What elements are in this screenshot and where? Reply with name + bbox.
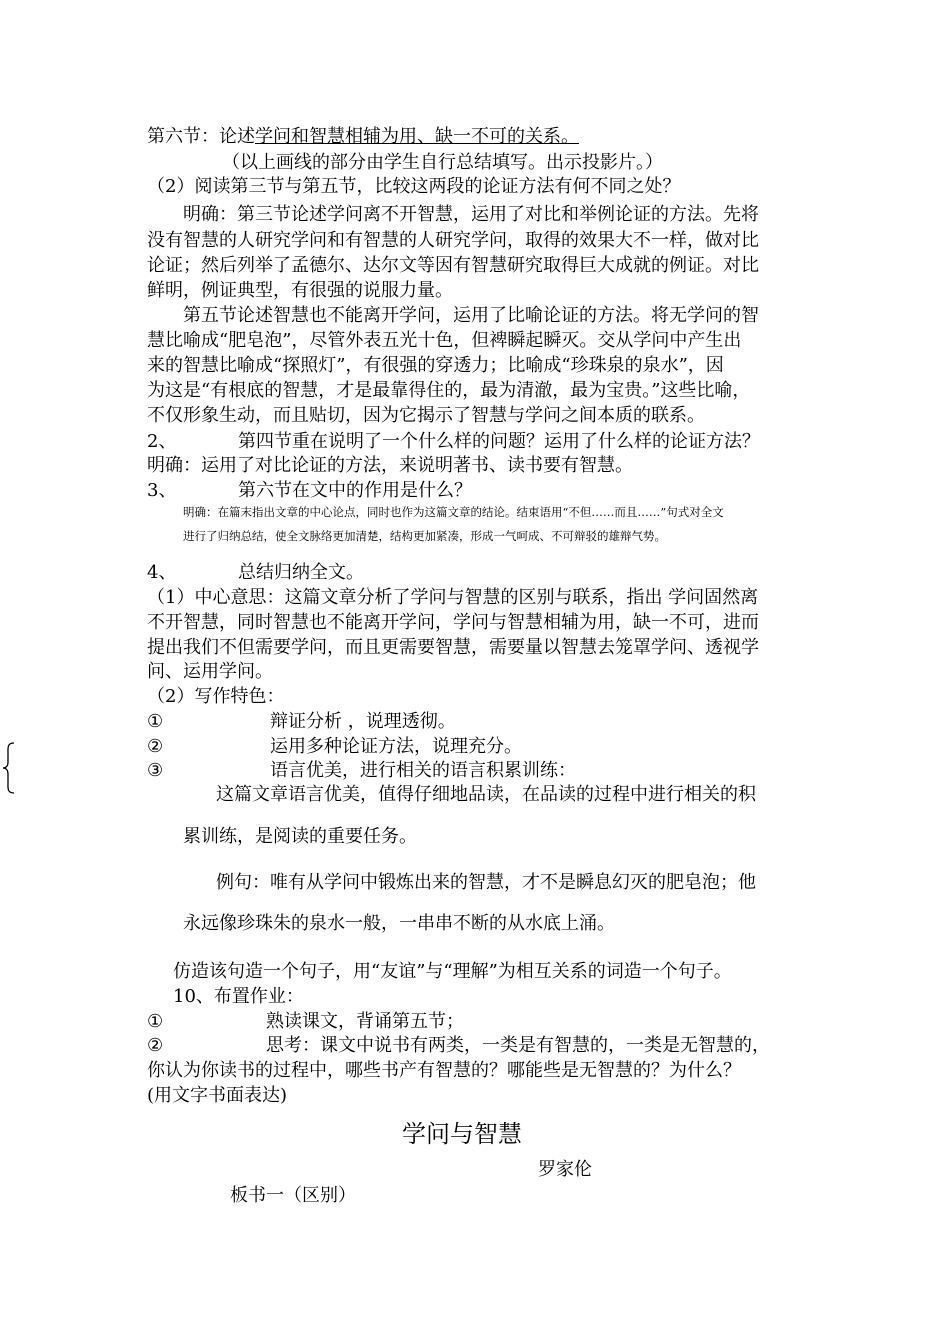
example-line: 例句：唯有从学问中锻炼出来的智慧，才不是瞬息幻灭的肥皂泡；他 bbox=[216, 872, 756, 893]
paragraph-line: 鲜明，例证典型，有很强的说服力量。 bbox=[147, 280, 453, 301]
list-text: 思考：课文中说书有两类，一类是有智慧的，一类是无智慧的， bbox=[266, 1035, 770, 1056]
paragraph-line: 慧比喻成“肥皂泡”，尽管外表五光十色，但裨瞬起瞬灭。交从学问中产生出 bbox=[147, 330, 742, 351]
answer-line: 明确：运用了对比论证的方法，来说明著书、读书要有智慧。 bbox=[147, 455, 633, 476]
article-author: 罗家伦 bbox=[538, 1159, 592, 1180]
note-line: （以上画线的部分由学生自行总结填写。出示投影片。） bbox=[222, 152, 663, 173]
paragraph-line: 没有智慧的人研究学问和有智慧的人研究学问，取得的效果大不一样，做对比 bbox=[147, 230, 759, 251]
list-text: 辩证分析 ，说理透彻。 bbox=[270, 711, 456, 732]
paragraph-line: 问、运用学问。 bbox=[147, 661, 273, 682]
paragraph-line: 为这是“有根底的智慧，才是最靠得住的，最为清澈，最为宝贵。”这些比喻， bbox=[147, 380, 751, 401]
homework-heading: 10、布置作业： bbox=[173, 986, 304, 1007]
list-marker: ① bbox=[147, 711, 164, 732]
question-2-line: （2）阅读第三节与第五节，比较这两段的论证方法有何不同之处？ bbox=[147, 176, 681, 197]
list-text: 语言优美，进行相关的语言积累训练： bbox=[270, 760, 576, 781]
item-number: 2、 bbox=[147, 431, 177, 452]
paragraph-line: 不仅形象生动，而且贴切，因为它揭示了智慧与学问之间本质的联系。 bbox=[147, 405, 705, 426]
article-title: 学问与智慧 bbox=[402, 1120, 522, 1148]
paragraph-line: 你认为你读书的过程中，哪些书产有智慧的？哪能些是无智慧的？为什么？ bbox=[147, 1060, 741, 1081]
section-six-line bbox=[147, 126, 579, 148]
paragraph-line: 明确：第三节论述学问离不开智慧，运用了对比和举例论证的方法。先将 bbox=[183, 204, 759, 225]
paragraph-line: 这篇文章语言优美，值得仔细地品读，在品读的过程中进行相关的积 bbox=[216, 784, 756, 805]
item-text: 第六节在文中的作用是什么？ bbox=[238, 480, 472, 501]
paragraph-line: 来的智慧比喻成“探照灯”，有很强的穿透力；比喻成“珍珠泉的泉水”，因 bbox=[147, 355, 724, 376]
paragraph-line: 论证；然后列举了孟德尔、达尔文等因有智慧研究取得巨大成就的例证。对比 bbox=[147, 255, 759, 276]
list-marker: ③ bbox=[147, 760, 164, 781]
section-six-underlined: 学问和智慧相辅为用、缺一不可的关系。 bbox=[255, 126, 579, 147]
subheading-line: （2）写作特色： bbox=[147, 686, 285, 707]
list-text: 运用多种论证方法，说理充分。 bbox=[270, 736, 522, 757]
example-line: 永远像珍珠朱的泉水一般，一串串不断的从水底上涌。 bbox=[183, 913, 615, 934]
paragraph-line: 提出我们不但需要学问，而且更需要智慧，需要量以智慧去笼罩学问、透视学 bbox=[147, 637, 759, 658]
item-text: 第四节重在说明了一个什么样的问题？运用了什么样的论证方法？ bbox=[238, 431, 760, 452]
item-number: 3、 bbox=[147, 480, 177, 501]
left-brace-icon bbox=[2, 742, 16, 794]
exercise-line: 仿造该句造一个句子，用“友谊”与“理解”为相互关系的词造一个句子。 bbox=[173, 961, 732, 982]
small-answer-line: 明确：在篇末指出文章的中心论点，同时也作为这篇文章的结论。结束语用“不但……而且……”句式对全文 bbox=[183, 505, 724, 519]
paragraph-line: (用文字书面表达) bbox=[147, 1085, 288, 1106]
list-marker: ② bbox=[147, 1035, 164, 1056]
item-text: 总结归纳全文。 bbox=[238, 562, 364, 583]
paragraph-line: 累训练，是阅读的重要任务。 bbox=[183, 826, 417, 847]
paragraph-line: （1）中心意思：这篇文章分析了学问与智慧的区别与联系，指出 学问固然离 bbox=[147, 587, 759, 608]
section-six-prefix: 第六节：论述 bbox=[147, 126, 255, 147]
list-marker: ② bbox=[147, 736, 164, 757]
list-text: 熟读课文，背诵第五节； bbox=[266, 1011, 464, 1032]
small-answer-line: 进行了归纳总结，使全文脉络更加清楚，结构更加紧凑，形成一气呵成、不可辩驳的雄辩气势。 bbox=[183, 529, 666, 543]
paragraph-line: 第五节论述智慧也不能离开学问，运用了比喻论证的方法。将无学问的智 bbox=[183, 305, 759, 326]
paragraph-line: 不开智慧，同时智慧也不能离开学问，学问与智慧相辅为用，缺一不可，进而 bbox=[147, 612, 759, 633]
list-marker: ① bbox=[147, 1011, 164, 1032]
item-number: 4、 bbox=[147, 562, 177, 583]
board-heading: 板书一（区别） bbox=[230, 1185, 356, 1206]
